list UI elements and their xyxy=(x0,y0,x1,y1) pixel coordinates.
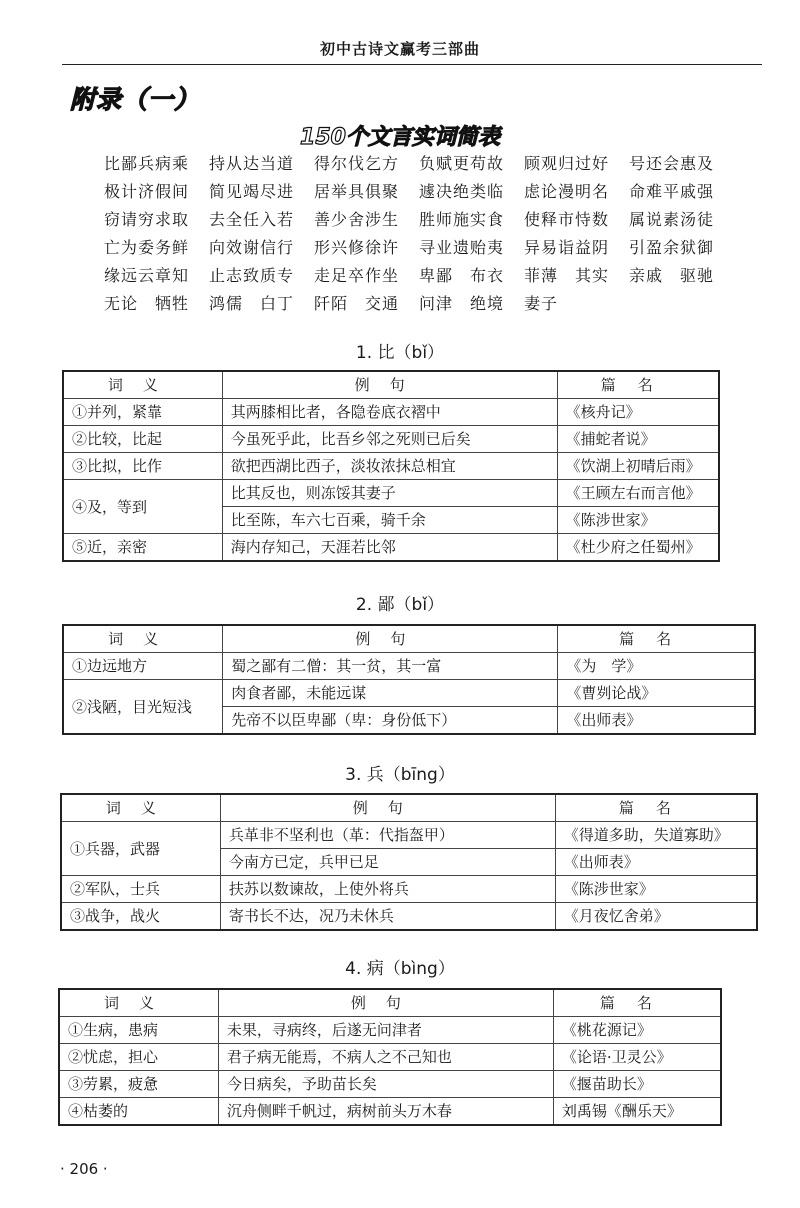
meaning-cell: ②忧虑，担心 xyxy=(59,1044,218,1071)
example-cell: 君子病无能焉，不病人之不己知也 xyxy=(218,1044,553,1071)
example-cell: 蜀之鄙有二僧：其一贫，其一富 xyxy=(223,653,558,680)
column-header-meaning: 词义 xyxy=(63,371,222,399)
word-group: 妻子 xyxy=(524,294,559,313)
table-row xyxy=(63,453,719,480)
meaning-cell: ①边远地方 xyxy=(63,653,223,680)
meaning-cell: ①生病，患病 xyxy=(59,1017,218,1044)
word-group xyxy=(629,290,734,318)
example-cell: 其两膝相比者，各隐卷底衣褶中 xyxy=(222,399,557,426)
table-row xyxy=(61,903,757,931)
word-group: 命难平戚强 xyxy=(629,182,715,201)
word-group: 居举具俱聚 xyxy=(314,182,400,201)
word-group: 卑鄙 布衣 xyxy=(419,266,505,285)
word-group: 止志致质专 xyxy=(209,266,295,285)
source-cell: 《饮湖上初晴后雨》 xyxy=(557,453,719,480)
column-header-example: 例句 xyxy=(222,371,557,399)
word-group: 菲薄 其实 xyxy=(524,266,610,285)
word-group: 胜师施实食 xyxy=(419,210,505,229)
word-group: 无论 牺牲 xyxy=(104,294,190,313)
entry-table-bing2 xyxy=(58,988,722,1126)
meaning-cell: ①并列，紧靠 xyxy=(63,399,222,426)
table-row xyxy=(63,480,719,507)
table-header-row xyxy=(63,371,719,399)
word-group: 问津 绝境 xyxy=(419,294,505,313)
column-header-source: 篇名 xyxy=(553,989,721,1017)
section-heading: 3. 兵（bīng） xyxy=(345,765,455,785)
meaning-cell: ④及，等到 xyxy=(63,480,222,534)
source-cell: 《出师表》 xyxy=(558,707,755,735)
word-group: 遽决绝类临 xyxy=(419,182,505,201)
table-title: 150个文言实词简表 xyxy=(300,125,500,150)
column-header-source: 篇名 xyxy=(558,625,755,653)
section-heading: 1. 比（bǐ） xyxy=(355,343,445,363)
meaning-cell: ④枯萎的 xyxy=(59,1098,218,1126)
column-header-meaning: 词义 xyxy=(59,989,218,1017)
word-group: 窃请穷求取 xyxy=(104,210,190,229)
table-row xyxy=(59,1044,721,1071)
word-group: 顾观归过好 xyxy=(524,154,610,173)
source-cell: 《为 学》 xyxy=(558,653,755,680)
word-group: 缘远云章知 xyxy=(104,266,190,285)
source-cell: 《核舟记》 xyxy=(557,399,719,426)
word-group: 走足卒作坐 xyxy=(314,266,400,285)
entry-table-bi xyxy=(62,370,720,562)
word-group: 引盈余狱御 xyxy=(629,238,715,257)
example-cell: 扶苏以数谏故，上使外将兵 xyxy=(220,876,555,903)
word-group: 亡为委务鲜 xyxy=(104,238,190,257)
example-cell: 先帝不以臣卑鄙（卑：身份低下） xyxy=(223,707,558,735)
word-group: 寻业遗贻夷 xyxy=(419,238,505,257)
meaning-cell: ②浅陋，目光短浅 xyxy=(63,680,223,735)
word-group: 向效谢信行 xyxy=(209,238,295,257)
meaning-cell: ②军队，士兵 xyxy=(61,876,220,903)
example-cell: 海内存知己，天涯若比邻 xyxy=(222,534,557,562)
source-cell: 《月夜忆舍弟》 xyxy=(555,903,757,931)
header-divider xyxy=(62,64,762,65)
source-cell: 《陈涉世家》 xyxy=(555,876,757,903)
entry-table-bing xyxy=(60,793,758,931)
source-cell: 《曹刿论战》 xyxy=(558,680,755,707)
example-cell: 兵革非不坚利也（革：代指盔甲） xyxy=(220,822,555,849)
example-cell: 今虽死乎此，比吾乡邻之死则已后矣 xyxy=(222,426,557,453)
source-cell: 《陈涉世家》 xyxy=(557,507,719,534)
table-row xyxy=(63,680,755,707)
meaning-cell: ①兵器，武器 xyxy=(61,822,220,876)
word-group: 持从达当道 xyxy=(209,154,295,173)
meaning-cell: ③比拟，比作 xyxy=(63,453,222,480)
column-header-meaning: 词义 xyxy=(63,625,223,653)
word-group: 号还会惠及 xyxy=(629,154,715,173)
table-header-row xyxy=(61,794,757,822)
book-title: 初中古诗文赢考三部曲 xyxy=(319,40,480,58)
source-cell: 《王顾左右而言他》 xyxy=(557,480,719,507)
word-group: 阡陌 交通 xyxy=(314,294,400,313)
word-list xyxy=(104,150,744,318)
example-cell: 今南方已定，兵甲已足 xyxy=(220,849,555,876)
column-header-source: 篇名 xyxy=(557,371,719,399)
meaning-cell: ⑤近，亲密 xyxy=(63,534,222,562)
word-group: 比鄙兵病乘 xyxy=(104,154,190,173)
source-cell: 《得道多助，失道寡助》 xyxy=(555,822,757,849)
meaning-cell: ③战争，战火 xyxy=(61,903,220,931)
entry-table-bi2 xyxy=(62,624,756,735)
example-cell: 欲把西湖比西子，淡妆浓抹总相宜 xyxy=(222,453,557,480)
table-row xyxy=(61,876,757,903)
section-heading: 2. 鄙（bǐ） xyxy=(355,595,445,615)
word-group: 得尔伐乞方 xyxy=(314,154,400,173)
table-row xyxy=(61,822,757,849)
word-group: 亲戚 驱驰 xyxy=(629,266,715,285)
word-group: 属说素汤徒 xyxy=(629,210,715,229)
source-cell: 《论语·卫灵公》 xyxy=(553,1044,721,1071)
example-cell: 比至陈，车六七百乘，骑千余 xyxy=(222,507,557,534)
column-header-source: 篇名 xyxy=(555,794,757,822)
example-cell: 寄书长不达，况乃未休兵 xyxy=(220,903,555,931)
column-header-example: 例句 xyxy=(218,989,553,1017)
source-cell: 《桃花源记》 xyxy=(553,1017,721,1044)
section-heading: 4. 病（bìng） xyxy=(345,959,455,979)
source-cell: 《杜少府之任蜀州》 xyxy=(557,534,719,562)
table-row xyxy=(59,1071,721,1098)
page-number: · 206 · xyxy=(60,1160,108,1178)
meaning-cell: ③劳累，疲惫 xyxy=(59,1071,218,1098)
table-header-row xyxy=(63,625,755,653)
word-group: 善少舍涉生 xyxy=(314,210,400,229)
word-group: 异易诣益阴 xyxy=(524,238,610,257)
example-cell: 肉食者鄙，未能远谋 xyxy=(223,680,558,707)
source-cell: 《出师表》 xyxy=(555,849,757,876)
table-row xyxy=(59,1098,721,1126)
example-cell: 未果，寻病终，后遂无问津者 xyxy=(218,1017,553,1044)
column-header-example: 例句 xyxy=(223,625,558,653)
word-group: 负赋更苟故 xyxy=(419,154,505,173)
word-group: 使释市恃数 xyxy=(524,210,610,229)
table-row xyxy=(63,399,719,426)
table-header-row xyxy=(59,989,721,1017)
word-group: 极计济假间 xyxy=(104,182,190,201)
source-cell: 《捕蛇者说》 xyxy=(557,426,719,453)
table-row xyxy=(63,534,719,562)
table-row xyxy=(63,653,755,680)
meaning-cell: ②比较，比起 xyxy=(63,426,222,453)
example-cell: 今日病矣，予助苗长矣 xyxy=(218,1071,553,1098)
appendix-label: 附录（一） xyxy=(70,85,201,114)
table-row xyxy=(63,426,719,453)
source-cell: 刘禹锡《酬乐天》 xyxy=(553,1098,721,1126)
example-cell: 比其反也，则冻馁其妻子 xyxy=(222,480,557,507)
word-group: 鸿儒 白丁 xyxy=(209,294,295,313)
word-group: 简见竭尽进 xyxy=(209,182,295,201)
column-header-meaning: 词义 xyxy=(61,794,220,822)
source-cell: 《揠苗助长》 xyxy=(553,1071,721,1098)
word-group: 形兴修徐许 xyxy=(314,238,400,257)
table-row xyxy=(59,1017,721,1044)
column-header-example: 例句 xyxy=(220,794,555,822)
example-cell: 沉舟侧畔千帆过，病树前头万木春 xyxy=(218,1098,553,1126)
word-group: 虑论漫明名 xyxy=(524,182,610,201)
word-group: 去全任入若 xyxy=(209,210,295,229)
